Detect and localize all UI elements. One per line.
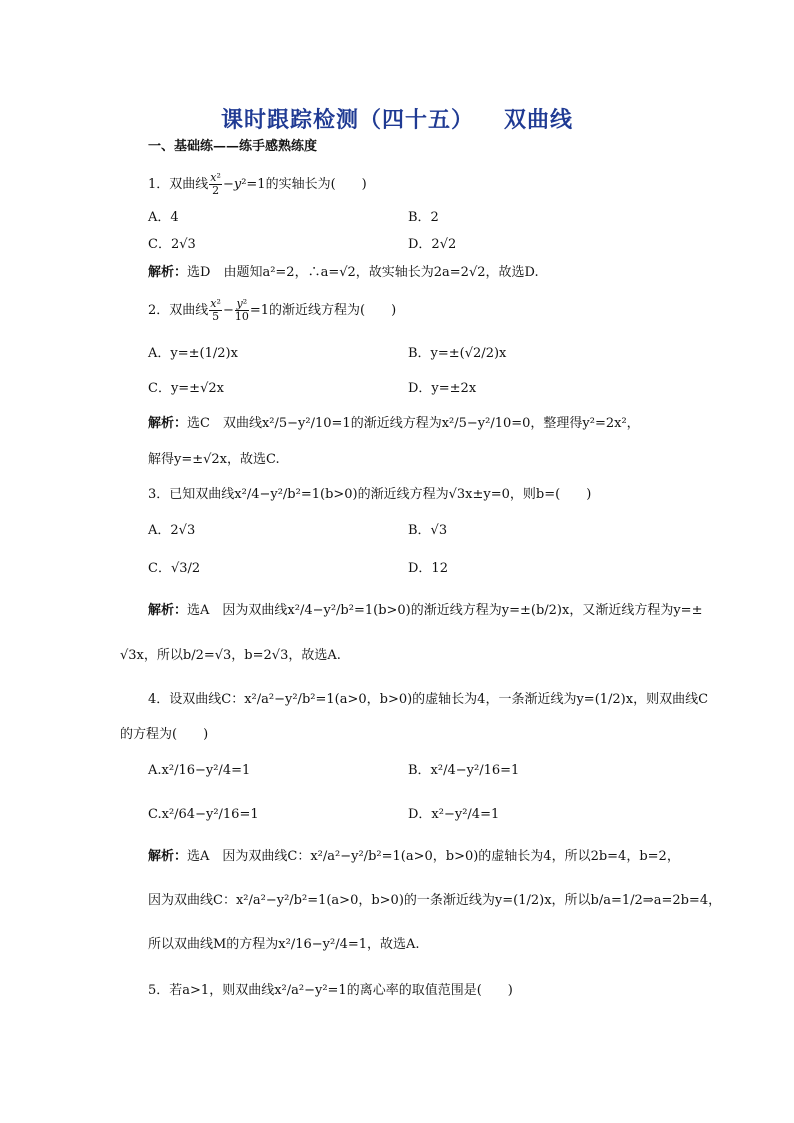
question-1-stem: 1．双曲线 $\frac{\text{x²}}{2}$ −y²=1的实轴长为( ) xyxy=(148,171,367,197)
solution-label: 解析： xyxy=(148,603,188,618)
q4-solution-line-1: 解析：选A 因为双曲线C：x²/a²−y²/b²=1(a>0，b>0)的虚轴长为4，所以2b=4，b=2， xyxy=(148,849,680,864)
q4-option-d: D．x²−y²/4=1 xyxy=(408,807,500,822)
q2-solution-line-1: 解析：选C 双曲线x²/5−y²/10=1的渐近线方程为x²/5−y²/10=0，整理得y²=2x²， xyxy=(148,416,640,431)
q3-solution-line-2: √3x，所以b/2=√3，b=2√3，故选A. xyxy=(120,648,341,663)
q1-option-c: C．2√3 xyxy=(148,237,196,252)
question-3-stem: 3．已知双曲线x²/4−y²/b²=1(b>0)的渐近线方程为√3x±y=0，则b=( ) xyxy=(148,487,592,502)
q1-option-b: B．2 xyxy=(408,210,439,225)
solution-label: 解析： xyxy=(148,849,188,864)
q2-option-b: B．y=±(√2/2)x xyxy=(408,346,507,361)
q1-option-d: D．2√2 xyxy=(408,237,457,252)
q2-solution-line-2: 解得y=±√2x，故选C. xyxy=(148,452,280,467)
q4-option-c: C.x²/64−y²/16=1 xyxy=(148,807,259,822)
question-4-stem-line-2: 的方程为( ) xyxy=(120,727,209,742)
page-title xyxy=(0,103,794,134)
question-5-stem: 5．若a>1，则双曲线x²/a²−y²=1的离心率的取值范围是( ) xyxy=(148,983,513,998)
q2-option-a: A．y=±(1/2)x xyxy=(148,346,238,361)
solution-label: 解析： xyxy=(148,416,188,431)
q4-solution-line-3: 所以双曲线M的方程为x²/16−y²/4=1，故选A. xyxy=(148,937,420,952)
q3-option-d: D．12 xyxy=(408,561,448,576)
q4-option-a: A.x²/16−y²/4=1 xyxy=(148,763,251,778)
q2-option-d: D．y=±2x xyxy=(408,381,477,396)
q4-option-b: B．x²/4−y²/16=1 xyxy=(408,763,520,778)
q3-option-c: C．√3/2 xyxy=(148,561,201,576)
q1-option-a: A．4 xyxy=(148,210,179,225)
question-4-stem-line-1: 4．设双曲线C：x²/a²−y²/b²=1(a>0，b>0)的虚轴长为4，一条渐近线为y=(1/2)x，则双曲线C xyxy=(148,692,709,707)
q3-option-a: A．2√3 xyxy=(148,523,196,538)
section-heading: 一、基础练——练手感熟练度 xyxy=(148,139,318,154)
solution-label: 解析： xyxy=(148,265,188,280)
q4-solution-line-2: 因为双曲线C：x²/a²−y²/b²=1(a>0，b>0)的一条渐近线为y=(1/2)x，所以b/a=1/2⇒a=2b=4， xyxy=(148,893,722,908)
title-main: 课时跟踪检测（四十五） xyxy=(220,107,474,133)
q2-option-c: C．y=±√2x xyxy=(148,381,224,396)
question-2-stem: 2．双曲线 $\frac{\text{x²}}{5}$ − $\frac{\text{y²}}{10}$ =1的渐近线方程为( ) xyxy=(148,297,397,323)
q3-option-b: B．√3 xyxy=(408,523,448,538)
q1-solution: 解析：选D 由题知a²=2，∴a=√2，故实轴长为2a=2√2，故选D. xyxy=(148,265,539,280)
q3-solution-line-1: 解析：选A 因为双曲线x²/4−y²/b²=1(b>0)的渐近线方程为y=±(b/2)x，又渐近线方程为y=± xyxy=(148,603,703,618)
title-topic: 双曲线 xyxy=(504,107,574,133)
